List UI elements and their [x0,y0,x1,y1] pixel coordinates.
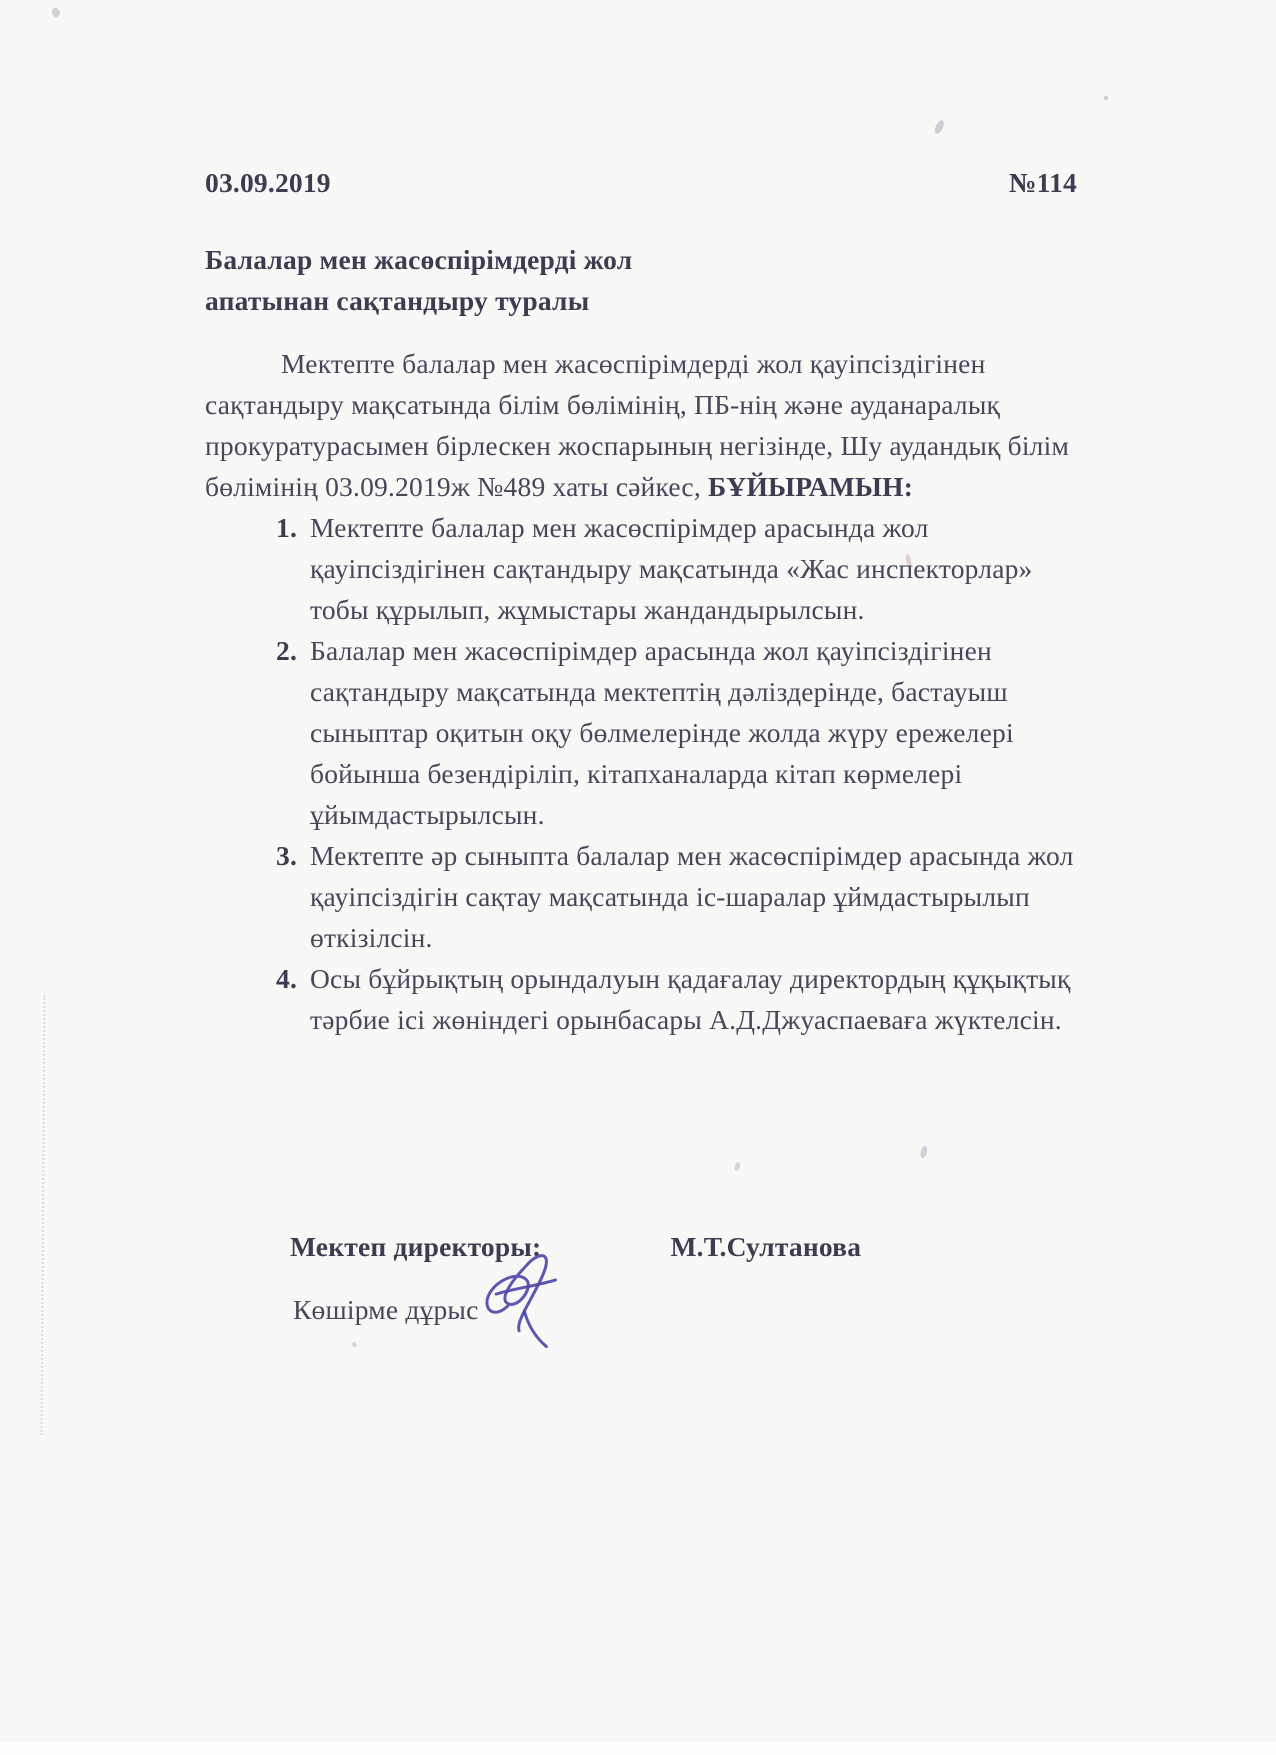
order-item-3 [276,835,1085,958]
copy-note: Көшірме дұрыс [293,1294,479,1325]
document-subject [205,239,1085,321]
item-text: Мектепте әр сыныпта балалар мен жасөспірімдер арасында жол қауіпсіздігін сақтау мақсатында іс-шаралар ұймдастырылып өткізілсін. [310,840,1074,953]
signer-name: М.Т.Султанова [670,1231,862,1262]
item-text: Балалар мен жасөспірімдер арасында жол қауіпсіздігінен сақтандыру мақсатында мектептің дәліздерінде, бастауыш сыныптар оқитын оқу бөлмелерінде жолда жүру ережелері бойынша безендіріліп, кітапханаларда кітап көрмелері ұйымдастырылсын. [310,635,1014,830]
intro-text: Мектепте балалар мен жасөспірімдерді жол қауіпсіздігінен сақтандыру мақсатында білім бөлімінің, ПБ-нің және ауданаралық прокуратурасымен бірлескен жоспарының негізінде, Шу аудандық білім бөлімінің 03.09.2019ж №489 хаты сәйкес, [205,348,1070,502]
signature-row [205,1226,1085,1267]
scan-speck [352,1342,357,1347]
scan-speck [933,119,946,135]
document-content [205,162,1085,1330]
subject-line-1: Балалар мен жасөспірімдерді жол [205,244,633,275]
item-text: Осы бұйрықтың орындалуын қадағалау директордың құқықтық тәрбие ісі жөніндегі орынбасары А.Д.Джуаспаеваға жүктелсін. [310,963,1071,1035]
item-number: 2. [276,635,298,666]
item-text: Мектепте балалар мен жасөспірімдер арасында жол қауіпсіздігінен сақтандыру мақсатында «Жас инспекторлар» тобы құрылып, жұмыстары жандандырылсын. [310,512,1033,625]
signer-role: Мектеп директоры: [290,1231,542,1262]
scan-speck [1104,96,1108,100]
subject-line-2: апатынан сақтандыру туралы [205,285,590,316]
scan-fold-line [40,995,45,1435]
intro-paragraph [205,343,1085,507]
scan-edge-strip [0,1742,1276,1755]
order-item-4 [276,958,1085,1040]
document-number: №114 [1008,167,1077,198]
item-number: 4. [276,963,298,994]
order-item-1 [276,507,1085,630]
item-number: 1. [276,512,298,543]
order-item-2 [276,630,1085,835]
order-keyword: БҰЙЫРАМЫН: [708,471,914,502]
scan-speck [52,8,60,17]
document-date: 03.09.2019 [205,167,331,198]
item-number: 3. [276,840,298,871]
copy-note-row [205,1289,1085,1330]
document-header [205,162,1085,203]
order-items-list [205,507,1085,1040]
handwritten-signature [472,1236,579,1353]
